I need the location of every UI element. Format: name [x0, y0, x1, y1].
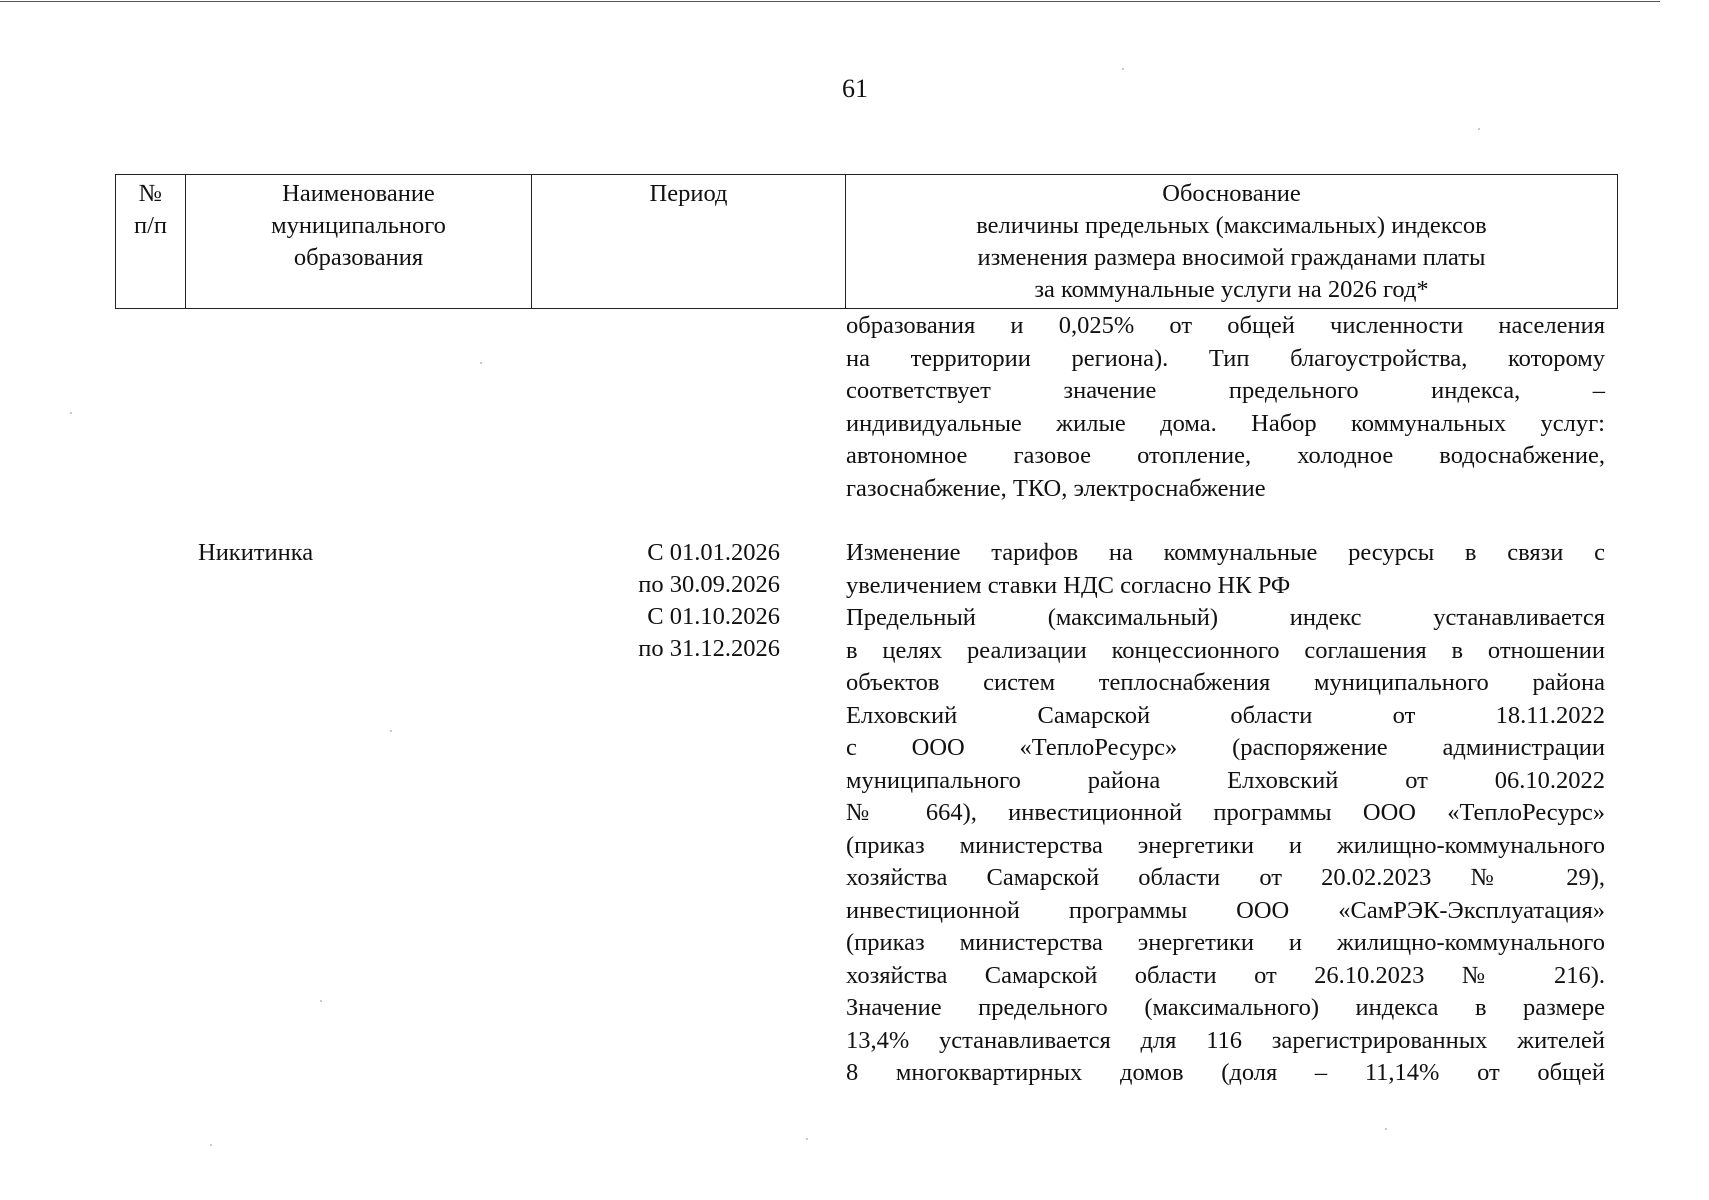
period-line: С 01.01.2026 — [647, 539, 780, 566]
header-line: величины предельных (максимальных) индексов — [976, 212, 1487, 239]
text-line: (приказ министерства энергетики и жилищно-коммунального — [846, 831, 1605, 859]
text-line: Значение предельного (максимального) индекса в размере — [846, 994, 1605, 1021]
text-line: на территории региона). Тип благоустройства, которому — [846, 344, 1605, 372]
scan-speck — [390, 730, 392, 732]
text-line: индивидуальные жилые дома. Набор коммунальных услуг: — [846, 409, 1605, 437]
text-line: автономное газовое отопление, холодное водоснабжение, — [846, 442, 1605, 469]
text-line: (приказ министерства энергетики и жилищно-коммунального — [846, 929, 1605, 956]
municipality-name: Никитинка — [198, 539, 314, 566]
justification-concession — [846, 602, 1605, 1090]
header-line: изменения размера вносимой гражданами платы — [977, 244, 1486, 271]
text-line: Изменение тарифов на коммунальные ресурсы в связи с — [846, 539, 1605, 566]
period-line: по 30.09.2026 — [638, 571, 780, 598]
text-line: хозяйства Самарской области от 26.10.2023 № 216). — [846, 961, 1605, 989]
scan-speck — [806, 1138, 808, 1140]
header-line: Обоснование — [1162, 180, 1301, 207]
text-line: в целях реализации концессионного соглашения в отношении — [846, 636, 1605, 664]
header-line: Период — [649, 180, 728, 207]
header-line: образования — [293, 244, 424, 271]
text-line: хозяйства Самарской области от 20.02.2023 № 29), — [846, 864, 1605, 891]
header-cell-period — [532, 175, 846, 309]
text-line: № 664), инвестиционной программы ООО «ТеплоРесурс» — [846, 799, 1605, 826]
text-line: соответствует значение предельного индекса, – — [846, 377, 1605, 404]
scan-speck — [320, 1000, 322, 1002]
text-line: газоснабжение, ТКО, электроснабжение — [846, 474, 1266, 502]
header-cell-number — [116, 175, 186, 309]
table-header-row — [116, 175, 1618, 309]
header-line: за коммунальные услуги на 2026 год* — [1034, 276, 1429, 303]
scan-speck — [70, 412, 72, 414]
header-cell-municipality — [186, 175, 532, 309]
page-number: 61 — [842, 74, 868, 103]
text-line: увеличением ставки НДС согласно НК РФ — [846, 571, 1291, 599]
page-top-rule — [0, 1, 1660, 2]
continuation-text — [846, 310, 1605, 505]
header-line: Наименование — [282, 180, 435, 207]
table-header — [115, 174, 1618, 309]
text-line: образования и 0,025% от общей численности населения — [846, 312, 1605, 339]
period-list — [590, 537, 780, 665]
header-line: п/п — [133, 212, 168, 239]
text-line: Предельный (максимальный) индекс устанавливается — [846, 604, 1605, 631]
header-cell-justification — [846, 175, 1618, 309]
period-line: С 01.10.2026 — [647, 603, 780, 630]
header-line: муниципального — [271, 212, 446, 239]
scan-speck — [1385, 1128, 1387, 1130]
text-line: 13,4% устанавливается для 116 зарегистрированных жителей — [846, 1026, 1605, 1054]
text-line: объектов систем теплоснабжения муниципального района — [846, 669, 1605, 696]
text-line: муниципального района Елховский от 06.10.2022 — [846, 766, 1605, 794]
text-line: Елховский Самарской области от 18.11.2022 — [846, 701, 1605, 729]
text-line: с ООО «ТеплоРесурс» (распоряжение администрации — [846, 734, 1605, 761]
scan-speck — [480, 362, 482, 364]
text-line: 8 многоквартирных домов (доля – 11,14% от общей — [846, 1059, 1605, 1086]
scan-speck — [1122, 68, 1124, 70]
scan-speck — [1478, 128, 1480, 130]
period-line: по 31.12.2026 — [638, 635, 780, 662]
header-line: № — [138, 180, 163, 207]
justification-vat — [846, 537, 1605, 602]
scan-speck — [210, 1144, 212, 1146]
text-line: инвестиционной программы ООО «СамРЭК-Эксплуатация» — [846, 896, 1605, 924]
